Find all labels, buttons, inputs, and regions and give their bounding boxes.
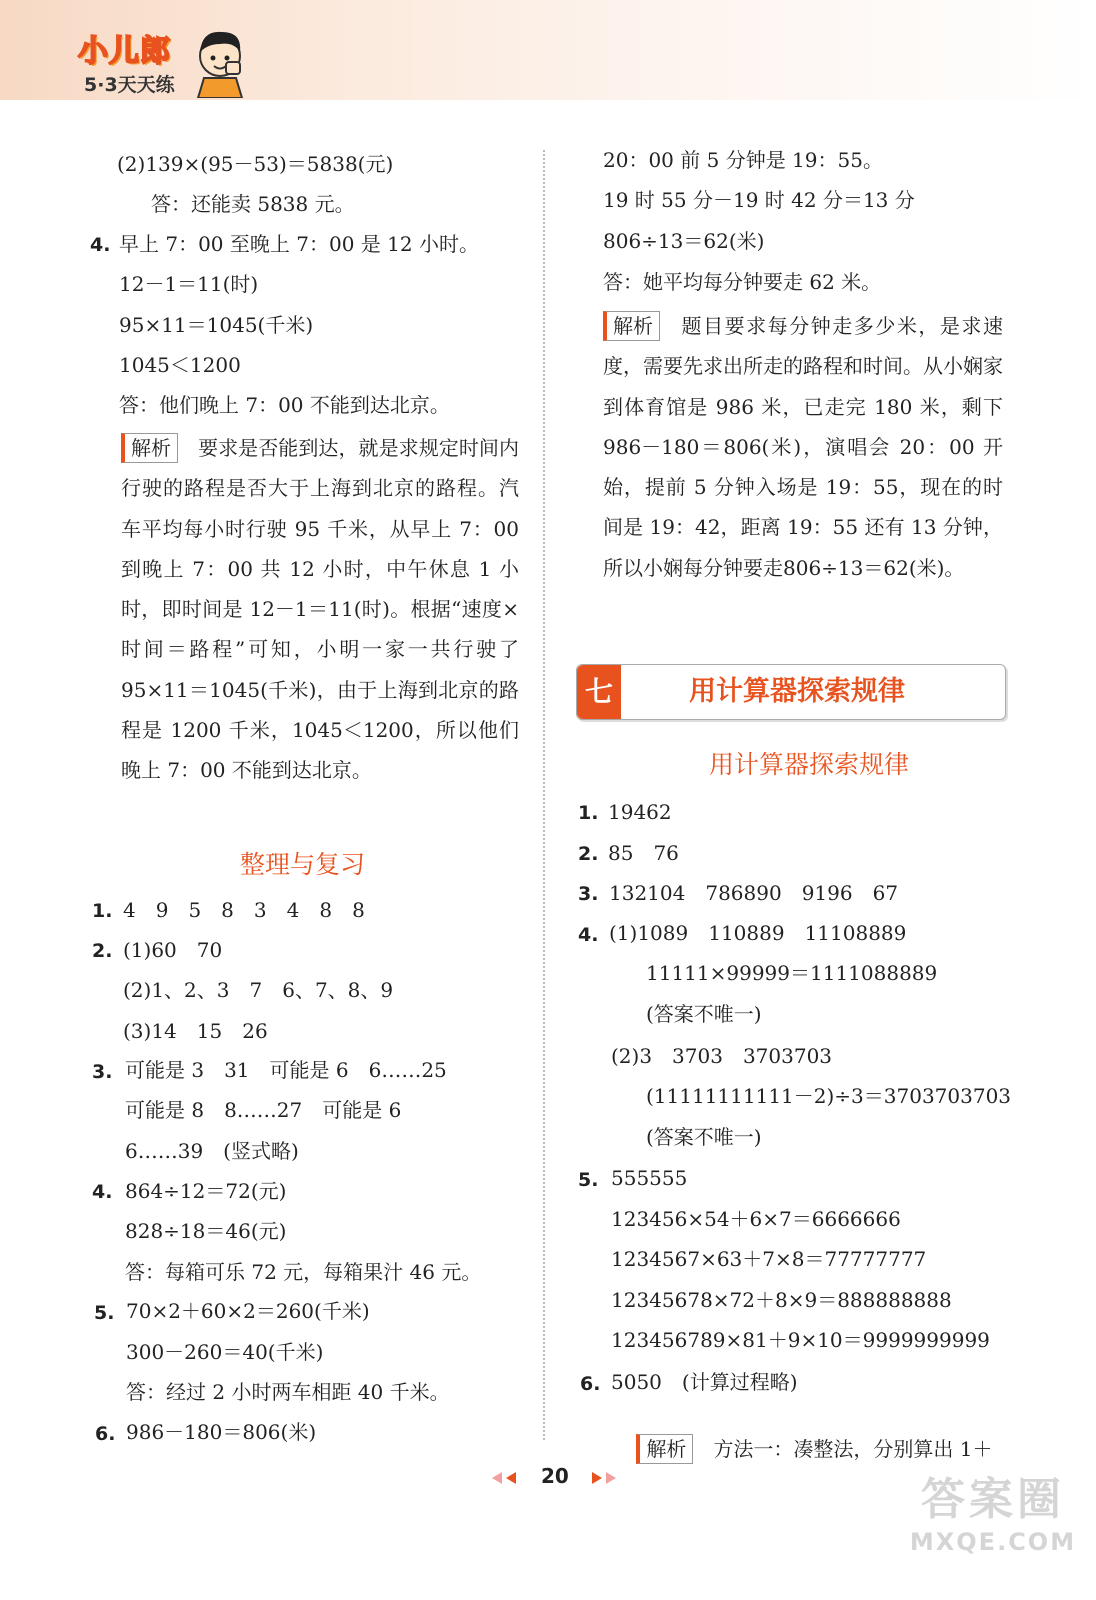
logo-subtitle: 5·3天天练 [84, 74, 175, 96]
answer-line: (答案不唯一) [646, 1125, 762, 1149]
analysis-tag: 解析 [636, 1434, 693, 1464]
answer-line: 1234567×63＋7×8＝77777777 [611, 1247, 927, 1271]
question-number: 1. [578, 802, 599, 824]
question-number: 2. [92, 940, 113, 962]
answer-line: 4 9 5 8 3 4 8 8 [123, 898, 365, 922]
answer-line: 11111×99999＝1111088889 [646, 961, 938, 985]
answer-line: (2)139×(95－53)＝5838(元) [117, 152, 394, 176]
analysis-paragraph [603, 306, 1003, 588]
prev-arrows-icon [490, 1472, 520, 1484]
analysis-paragraph [121, 428, 519, 791]
answer-line: 5050 (计算过程略) [611, 1370, 798, 1394]
watermark-logo [898, 1472, 1088, 1592]
question-number: 3. [92, 1061, 113, 1083]
question-number: 3. [578, 883, 599, 905]
answer-line: (3)14 15 26 [123, 1019, 268, 1043]
answer-line: 答：经过 2 小时两车相距 40 千米。 [126, 1380, 450, 1404]
answer-line: (1)1089 110889 11108889 [609, 921, 907, 945]
column-divider [543, 150, 545, 1440]
analysis-text: 方法一：凑整法，分别算出 1＋ [713, 1437, 993, 1461]
analysis-tag: 解析 [603, 311, 660, 341]
answer-line: 300－260＝40(千米) [126, 1340, 324, 1364]
answer-line: 早上 7：00 至晚上 7：00 是 12 小时。 [119, 232, 479, 256]
question-number: 5. [94, 1302, 115, 1324]
chapter-number: 七 [577, 665, 621, 719]
answer-line: (答案不唯一) [646, 1002, 762, 1026]
answer-line: 答：还能卖 5838 元。 [151, 192, 355, 216]
chapter-title: 用计算器探索规律 [689, 676, 905, 707]
watermark-url: MXQE.COM [909, 1528, 1077, 1556]
answer-line: 12345678×72＋8×9＝888888888 [611, 1288, 952, 1312]
question-number: 6. [95, 1423, 116, 1445]
question-number: 4. [578, 924, 599, 946]
answer-line: 19 时 55 分－19 时 42 分＝13 分 [603, 188, 915, 212]
section-title-calculator: 用计算器探索规律 [709, 750, 910, 779]
answer-line: (11111111111－2)÷3＝3703703703 [646, 1084, 1012, 1108]
answer-line: 70×2＋60×2＝260(千米) [126, 1299, 370, 1323]
answer-line: 123456789×81＋9×10＝9999999999 [611, 1328, 990, 1352]
question-number: 1. [92, 900, 113, 922]
answer-line: 6……39 (竖式略) [125, 1139, 299, 1163]
answer-line: 123456×54＋6×7＝6666666 [611, 1207, 901, 1231]
answer-line: 132104 786890 9196 67 [609, 881, 899, 905]
answer-line: 12－1＝11(时) [119, 272, 259, 296]
mascot-boy-icon [190, 22, 252, 98]
answer-line: 95×11＝1045(千米) [119, 313, 314, 337]
answer-line: 828÷18＝46(元) [125, 1219, 287, 1243]
answer-line: 864÷12＝72(元) [125, 1179, 287, 1203]
answer-line: (2)3 3703 3703703 [611, 1044, 833, 1068]
analysis-tag: 解析 [121, 433, 178, 463]
answer-line: 20：00 前 5 分钟是 19：55。 [603, 148, 883, 172]
answer-line: (1)60 70 [123, 938, 223, 962]
answer-line: 可能是 3 31 可能是 6 6……25 [125, 1058, 447, 1082]
answer-line: 可能是 8 8……27 可能是 6 [125, 1098, 402, 1122]
chapter-heading [576, 664, 1006, 720]
question-number: 2. [578, 843, 599, 865]
answer-line: 806÷13＝62(米) [603, 229, 765, 253]
page-number: 20 [541, 1464, 569, 1488]
answer-line: 19462 [608, 800, 672, 824]
answer-line: 答：她平均每分钟要走 62 米。 [603, 270, 882, 294]
watermark-title: 答案圈 [921, 1474, 1065, 1525]
analysis-text: 要求是否能到达，就是求规定时间内行驶的路程是否大于上海到北京的路程。汽车平均每小时行驶 95 千米，从早上 7：00 到晚上 7：00 共 12 小时，中午休息 1 小时，即时间是 12－1＝11(时)。根据“速度×时间＝路程”可知，小明一家一共行驶了 95×11＝1045(千米)，由于上海到北京的路程是 1200 千米，1045＜1200，所以他们晚上 7：00 不能到达北京。 [121, 436, 519, 783]
question-number: 5. [578, 1169, 599, 1191]
section-title-review: 整理与复习 [240, 850, 366, 879]
answer-line: 答：每箱可乐 72 元，每箱果汁 46 元。 [125, 1260, 482, 1284]
answer-line: 986－180＝806(米) [126, 1420, 317, 1444]
logo-title: 小儿郎 [78, 34, 171, 69]
analysis-text: 题目要求每分钟走多少米，是求速度，需要先求出所走的路程和时间。从小娴家到体育馆是 986 米，已走完 180 米，剩下 986－180＝806(米)，演唱会 20：00 开始，提前 5 分钟入场是 19：55，现在的时间是 19：42，距离 19：55 还有 13 分钟，所以小娴每分钟要走806÷13＝62(米)。 [603, 314, 1003, 580]
answer-line: 85 76 [608, 841, 679, 865]
answer-line: 1045＜1200 [119, 353, 241, 377]
question-number: 6. [580, 1373, 601, 1395]
answer-line: 答：他们晚上 7：00 不能到达北京。 [119, 393, 450, 417]
page-footer [480, 1462, 640, 1492]
answer-line: 555555 [611, 1166, 688, 1190]
question-number: 4. [92, 1181, 113, 1203]
answer-line: (2)1、2、3 7 6、7、8、9 [123, 978, 394, 1002]
question-number: 4. [90, 234, 111, 256]
next-arrows-icon [588, 1472, 618, 1484]
